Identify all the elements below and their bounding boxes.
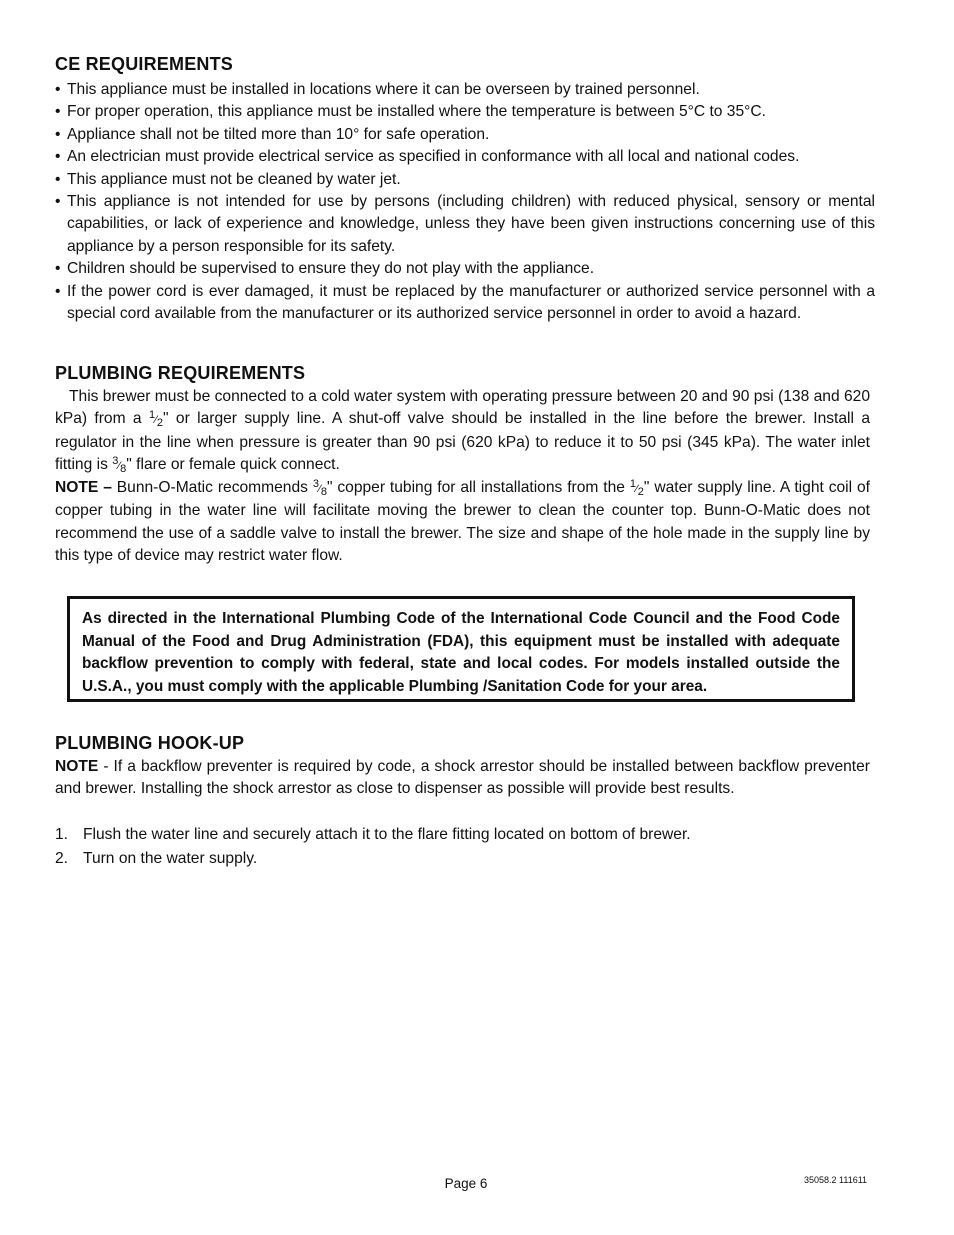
fraction-three-eighths: 3⁄8: [312, 478, 327, 498]
list-item: • This appliance is not intended for use by persons (including children) with reduced physical, sensory or mental capabilities, or lack of experience and knowledge, unless they have been given instructions concerning use of this appliance by a person responsible for its safety.: [55, 191, 875, 258]
plumbing-note-paragraph: [55, 477, 870, 568]
step-number: 1.: [55, 826, 69, 843]
list-item: • For proper operation, this appliance must be installed where the temperature is between 5°C to 35°C.: [55, 101, 875, 123]
paragraph-text: " copper tubing for all installations from the: [326, 479, 630, 496]
fraction-numerator: 3: [112, 455, 119, 468]
note-label: NOTE –: [55, 479, 112, 496]
paragraph-text: Bunn-O-Matic recommends: [111, 479, 313, 496]
hookup-note-paragraph: [55, 756, 870, 801]
plumbing-hookup-heading: PLUMBING HOOK-UP: [55, 733, 245, 753]
list-item: [55, 847, 875, 871]
list-item: • An electrician must provide electrical service as specified in conformance with all local and national codes.: [55, 146, 875, 168]
ce-requirements-list: [55, 79, 875, 325]
document-code: 35058.2 111611: [804, 1175, 868, 1185]
fraction-denominator: 2: [637, 486, 644, 498]
list-item: • Appliance shall not be tilted more than 10° for safe operation.: [55, 124, 875, 146]
fraction-half: 1⁄2: [629, 478, 644, 498]
fraction-denominator: 2: [156, 417, 164, 430]
hookup-steps-list: [55, 823, 875, 870]
fraction-numerator: 3: [312, 478, 319, 490]
paragraph-text: - If a backflow preventer is required by code, a shock arrestor should be installed between backflow preventer and brewer. Installing the shock arrestor as close to dispenser as possible will provide best results.: [55, 758, 870, 798]
list-item: • If the power cord is ever damaged, it must be replaced by the manufacturer or authorized service personnel with a special cord available from the manufacturer or its authorized service personnel in order to avoid a hazard.: [55, 281, 875, 326]
step-text: Flush the water line and securely attach it to the flare fitting located on bottom of brewer.: [83, 826, 691, 843]
paragraph-text: " water supply line. A tight coil of copper tubing in the water line will facilitate moving the brewer to clean the counter top. Bunn-O-Matic does not recommend the use of a saddle valve to install the brewer. The size and shape of the hole made in the supply line by this type of device may restrict water flow.: [55, 479, 870, 565]
paragraph-text: This brewer must be connected to a cold water system with operating pressure between 20 and 90 psi (138 and 620 kPa) from a: [55, 388, 870, 428]
fraction-half: 1⁄2: [148, 409, 164, 430]
list-item: [55, 823, 875, 847]
paragraph-text: " flare or female quick connect.: [126, 456, 340, 474]
note-label: NOTE: [55, 758, 99, 775]
page-number: Page 6: [444, 1176, 488, 1191]
fraction-denominator: 8: [120, 463, 127, 476]
step-number: 2.: [55, 849, 69, 867]
backflow-notice-box: [67, 596, 855, 702]
fraction-numerator: 1: [148, 409, 156, 422]
fraction-three-eighths: 3⁄8: [112, 455, 127, 476]
notice-text: As directed in the International Plumbing Code of the International Code Council and the Food Code Manual of the Food and Drug Administration (FDA), this equipment must be installed with adequate backflow prevention to comply with federal, state and local codes. For models installed outside the U.S.A., you must comply with the applicable Plumbing /Sanitation Code for your area.: [82, 610, 840, 695]
list-item: • Children should be supervised to ensure they do not play with the appliance.: [55, 258, 875, 280]
ce-requirements-heading: CE REQUIREMENTS: [55, 54, 234, 74]
plumbing-requirements-paragraph: [55, 386, 870, 478]
fraction-numerator: 1: [629, 478, 636, 490]
fraction-denominator: 8: [320, 486, 327, 498]
list-item: • This appliance must not be cleaned by water jet.: [55, 169, 875, 191]
plumbing-requirements-heading: PLUMBING REQUIREMENTS: [55, 363, 306, 383]
step-text: Turn on the water supply.: [83, 849, 258, 867]
paragraph-text: " or larger supply line. A shut-off valve should be installed in the line before the brewer. Install a regulator in the line when pressure is greater than 90 psi (620 kPa) to reduce it to 50 psi (345 kPa). The water inlet fitting is: [55, 410, 870, 474]
list-item: • This appliance must be installed in locations where it can be overseen by trained personnel.: [55, 79, 875, 101]
